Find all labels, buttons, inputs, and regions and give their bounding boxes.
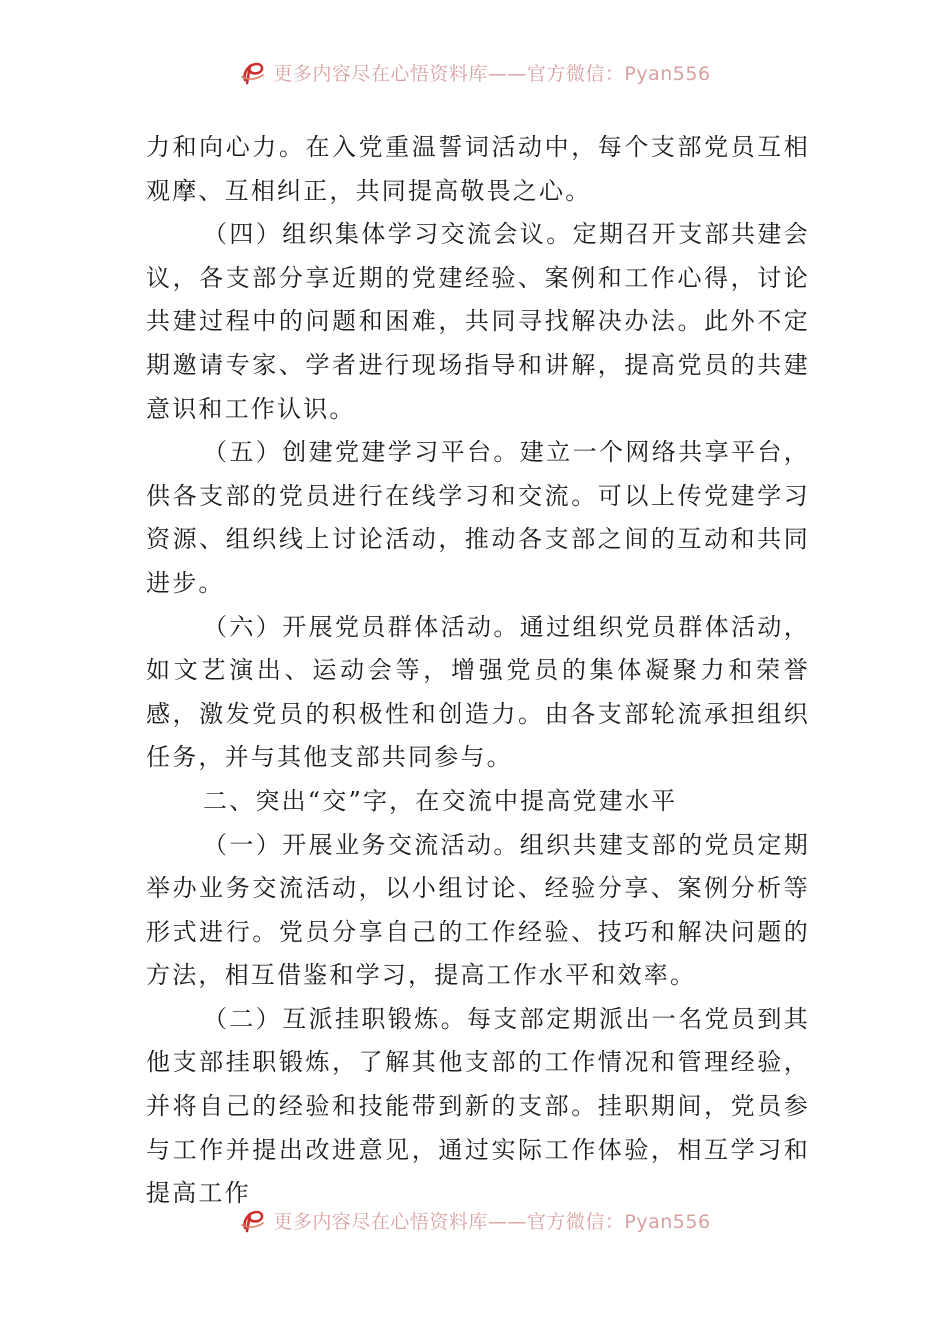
stylized-p-logo-icon bbox=[239, 1206, 267, 1234]
footer-watermark bbox=[0, 1200, 950, 1240]
paragraph: 力和向心力。在入党重温誓词活动中，每个支部党员互相观摩、互相纠正，共同提高敬畏之心。 bbox=[146, 133, 810, 205]
paragraph: （二）互派挂职锻炼。每支部定期派出一名党员到其他支部挂职锻炼，了解其他支部的工作情况和管理经验，并将自己的经验和技能带到新的支部。挂职期间，党员参与工作并提出改进意见，通过实际工作体验，相互学习和提高工作 bbox=[146, 1004, 810, 1208]
section-heading: 二、突出“交”字，在交流中提高党建水平 bbox=[203, 786, 678, 815]
header-watermark bbox=[0, 52, 950, 92]
stylized-p-logo-icon bbox=[239, 58, 267, 86]
paragraph: （一）开展业务交流活动。组织共建支部的党员定期举办业务交流活动，以小组讨论、经验分享、案例分析等形式进行。党员分享自己的工作经验、技巧和解决问题的方法，相互借鉴和学习，提高工作水平和效率。 bbox=[146, 830, 810, 990]
paragraph: （五）创建党建学习平台。建立一个网络共享平台，供各支部的党员进行在线学习和交流。可以上传党建学习资源、组织线上讨论活动，推动各支部之间的互动和共同进步。 bbox=[146, 438, 810, 597]
watermark-text: 更多内容尽在心悟资料库——官方微信：Pyan556 bbox=[273, 62, 711, 85]
watermark-text: 更多内容尽在心悟资料库——官方微信：Pyan556 bbox=[273, 1210, 711, 1233]
paragraph: （四）组织集体学习交流会议。定期召开支部共建会议，各支部分享近期的党建经验、案例和工作心得，讨论共建过程中的问题和困难，共同寻找解决办法。此外不定期邀请专家、学者进行现场指导和讲解，提高党员的共建意识和工作认识。 bbox=[146, 220, 810, 423]
document-body bbox=[146, 126, 810, 1216]
paragraph: （六）开展党员群体活动。通过组织党员群体活动，如文艺演出、运动会等，增强党员的集体凝聚力和荣誉感，激发党员的积极性和创造力。由各支部轮流承担组织任务，并与其他支部共同参与。 bbox=[146, 612, 810, 772]
